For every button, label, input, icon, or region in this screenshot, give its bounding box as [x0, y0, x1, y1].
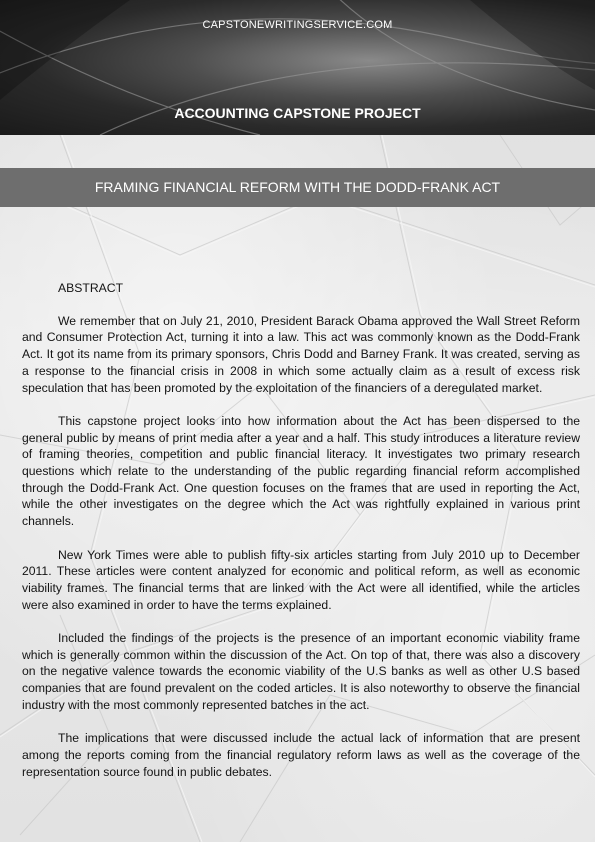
document-title: FRAMING FINANCIAL REFORM WITH THE DODD-FRANK ACT: [94, 179, 501, 195]
paragraph-5: The implications that were discussed include the actual lack of information that are present among the reports coming from the financial regulatory reform laws as well as the coverage of the representation source found in public debates.: [22, 731, 580, 779]
document-body: [22, 280, 580, 797]
paragraph-2: This capstone project looks into how information about the Act has been dispersed to the general public by means of print media after a year and a half. This study introduces a literature review of framing theories, competition and public financial literacy. It investigates two primary research questions which relate to the understanding of the public regarding financial reform accomplished through the Dodd-Frank Act. One question focuses on the frames that are used in reporting the Act, while the other investigates on the degree which the Act was rightfully explained in various print channels.: [22, 413, 580, 529]
title-band: [0, 168, 595, 207]
abstract-heading: ABSTRACT: [58, 281, 124, 295]
paragraph-3: New York Times were able to publish fifty-six articles starting from July 2010 up to December 2011. These articles were content analyzed for economic and political reform, as well as economic viability frames. The financial terms that are linked with the Act were all identified, while the articles were also examined in order to have the terms explained.: [22, 547, 580, 612]
paragraph-4: Included the findings of the projects is the presence of an important economic viability frame which is generally common within the discussion of the Act. On top of that, there was also a discovery on the negative valence towards the economic viability of the U.S banks as well as other U.S based companies that are found prevalent on the coded articles. It is also noteworthy to observe the financial industry with the most commonly represented batches in the act.: [22, 631, 580, 712]
paragraph-1: We remember that on July 21, 2010, President Barack Obama approved the Wall Street Reform and Consumer Protection Act, turning it into a law. This act was commonly known as the Dodd-Frank Act. It got its name from its primary sponsors, Chris Dodd and Barney Frank. It was created, serving as a response to the financial crisis in 2008 in which some actually claim as a result of excess risk speculation that has been promoted by the exploitation of the financiers of a deregulated market.: [22, 313, 580, 395]
project-title: ACCOUNTING CAPSTONE PROJECT: [174, 105, 421, 121]
header-banner: [0, 0, 595, 135]
site-url: CAPSTONEWRITINGSERVICE.COM: [202, 19, 393, 31]
